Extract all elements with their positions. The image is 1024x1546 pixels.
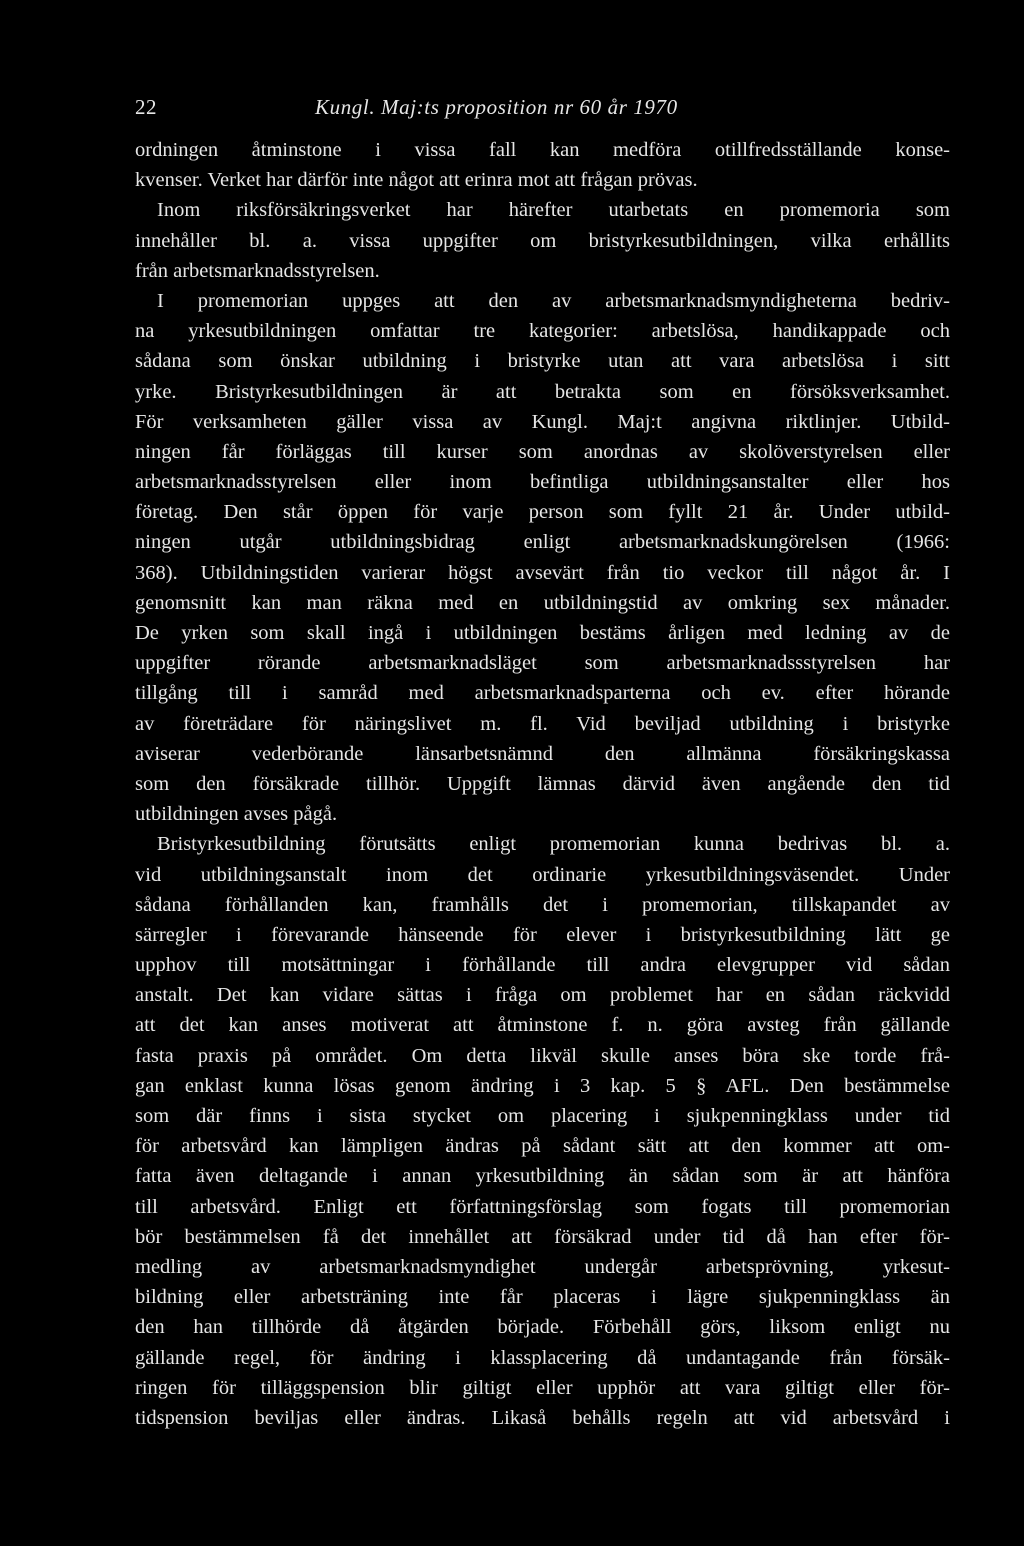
text-line: gan enklast kunna lösas genom ändring i 3 kap. 5 § AFL. Den bestämmelse [135,1074,950,1097]
text-line: sådana förhållanden kan, framhålls det i promemorian, tillskapandet av [135,893,950,916]
text-line: som den försäkrade tillhör. Uppgift lämnas därvid även angående den tid [135,772,950,795]
text-line: ningen utgår utbildningsbidrag enligt arbetsmarknadskungörelsen (1966: [135,531,950,554]
text-line: gällande regel, för ändring i klassplacering då undantagande från försäk- [135,1346,950,1369]
text-line: kvenser. Verket har därför inte något att erinra mot att frågan prövas. [135,169,698,192]
text-line: För verksamheten gäller vissa av Kungl. Maj:t angivna riktlinjer. Utbild- [135,410,950,433]
text-line: anstalt. Det kan vidare sättas i fråga om problemet har en sådan räckvidd [135,984,950,1007]
text-line: 368). Utbildningstiden varierar högst avsevärt från tio veckor till något år. I [135,561,950,584]
text-line: arbetsmarknadsstyrelsen eller inom befintliga utbildningsanstalter eller hos [135,471,950,494]
text-line: fasta praxis på området. Om detta likväl skulle anses böra ske torde frå- [135,1044,950,1067]
text-line: till arbetsvård. Enligt ett författningsförslag som fogats till promemorian [135,1195,950,1218]
page-number: 22 [135,95,157,119]
text-line: fatta även deltagande i annan yrkesutbildning än sådan som är att hänföra [135,1165,950,1188]
body-text [135,135,950,1433]
text-line: som där finns i sista stycket om placering i sjukpenningklass under tid [135,1105,950,1127]
text-line: Bristyrkesutbildning förutsätts enligt promemorian kunna bedrivas bl. a. [157,833,950,856]
text-line: uppgifter rörande arbetsmarknadsläget som arbetsmarknadssstyrelsen har [135,652,950,675]
text-line: från arbetsmarknadsstyrelsen. [135,259,380,282]
text-line: medling av arbetsmarknadsmyndighet undergår arbetsprövning, yrkesut- [135,1255,950,1278]
text-line: aviserar vederbörande länsarbetsnämnd den allmänna försäkringskassa [135,742,950,765]
text-line: yrke. Bristyrkesutbildningen är att betrakta som en försöksverksamhet. [135,380,950,403]
text-line: ringen för tilläggspension blir giltigt eller upphör att vara giltigt eller för- [135,1376,950,1399]
text-line: I promemorian uppges att den av arbetsmarknadsmyndigheterna bedriv- [157,289,950,312]
text-line: för arbetsvård kan lämpligen ändras på sådant sätt att den kommer att om- [135,1135,950,1158]
text-line: den han tillhörde då åtgärden började. Förbehåll görs, liksom enligt nu [135,1316,950,1339]
text-line: företag. Den står öppen för varje person som fyllt 21 år. Under utbild- [135,501,950,524]
text-line: av företrädare för näringslivet m. fl. Vid beviljad utbildning i bristyrke [135,712,950,735]
text-line: De yrken som skall ingå i utbildningen bestäms årligen med ledning av de [135,622,950,644]
text-line: upphov till motsättningar i förhållande till andra elevgrupper vid sådan [135,954,950,977]
text-line: utbildningen avses pågå. [135,803,338,826]
text-line: ningen får förläggas till kurser som anordnas av skolöverstyrelsen eller [135,440,950,463]
page-header [135,92,950,122]
text-line: na yrkesutbildningen omfattar tre kategorier: arbetslösa, handikappade och [135,320,950,343]
text-line: innehåller bl. a. vissa uppgifter om bristyrkesutbildningen, vilka erhållits [135,229,950,252]
text-line: tillgång till i samråd med arbetsmarknadsparterna och ev. efter hörande [135,682,950,705]
text-line: särregler i förevarande hänseende för elever i bristyrkesutbildning lätt ge [135,923,950,946]
text-line: vid utbildningsanstalt inom det ordinarie yrkesutbildningsväsendet. Under [135,863,950,886]
text-line: bör bestämmelsen få det innehållet att försäkrad under tid då han efter för- [135,1225,950,1248]
text-line: ordningen åtminstone i vissa fall kan medföra otillfredsställande konse- [135,139,950,161]
text-line: Inom riksförsäkringsverket har härefter utarbetats en promemoria som [157,199,950,222]
running-title: Kungl. Maj:ts proposition nr 60 år 1970 [315,95,678,119]
text-line: att det kan anses motiverat att åtminstone f. n. göra avsteg från gällande [135,1014,950,1037]
text-line: tidspension beviljas eller ändras. Likaså behålls regeln att vid arbetsvård i [135,1406,950,1429]
text-line: genomsnitt kan man räkna med en utbildningstid av omkring sex månader. [135,591,950,614]
text-line: sådana som önskar utbildning i bristyrke utan att vara arbetslösa i sitt [135,350,950,373]
text-line: bildning eller arbetsträning inte får placeras i lägre sjukpenningklass än [135,1286,950,1309]
